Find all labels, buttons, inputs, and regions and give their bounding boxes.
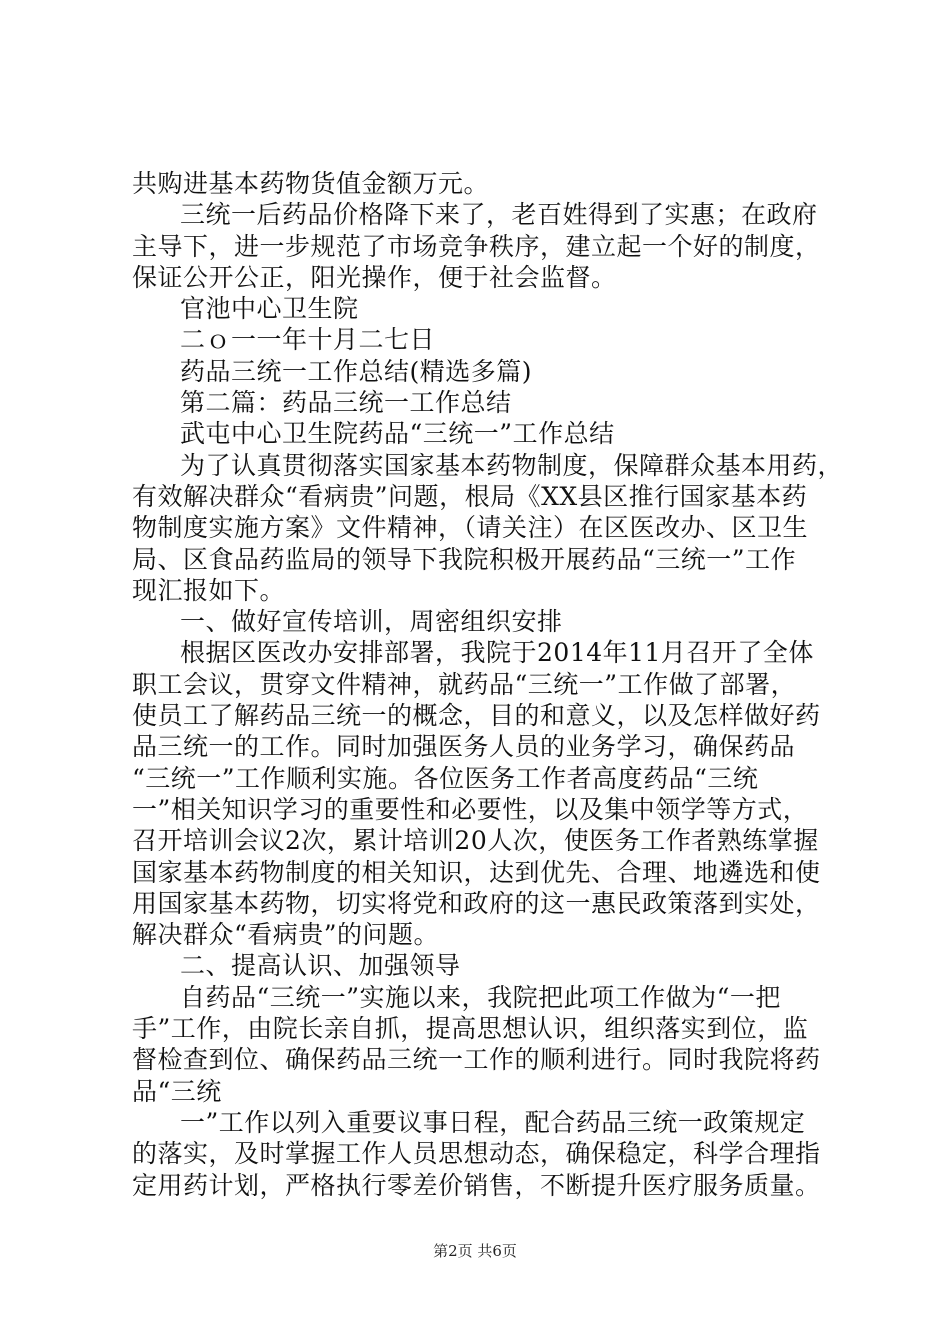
signature-org: 官池中心卫生院: [180, 294, 359, 324]
text-line: 有效解决群众“看病贵”问题，根局《XX县区推行国家基本药: [132, 481, 808, 511]
text-line: 召开培训会议2次，累计培训20人次，使医务工作者熟练掌握: [132, 826, 819, 856]
text-line: 督检查到位、确保药品三统一工作的顺利进行。同时我院将药: [132, 1045, 821, 1075]
text-line: 品“三统: [132, 1076, 222, 1106]
document-body: [132, 168, 844, 1201]
text-line: 主导下，进一步规范了市场竞争秩序，建立起一个好的制度，: [132, 231, 821, 261]
subheading: 一、做好宣传培训，周密组织安排: [180, 607, 563, 637]
text-line: 局、区食品药监局的领导下我院积极开展药品“三统一”工作: [132, 544, 797, 574]
text-line: 保证公开公正，阳光操作，便于社会监督。: [132, 262, 617, 292]
chapter-heading: 第二篇：药品三统一工作总结: [180, 388, 512, 418]
text-line: 一”相关知识学习的重要性和必要性，以及集中领学等方式，: [132, 794, 809, 824]
subheading: 二、提高认识、加强领导: [180, 951, 461, 981]
text-line: 自药品“三统一”实施以来，我院把此项工作做为“一把: [180, 982, 781, 1012]
text-line: 为了认真贯彻落实国家基本药物制度，保障群众基本用药，: [180, 450, 844, 480]
text-line: 根据区医改办安排部署，我院于2014年11月召开了全体: [180, 638, 814, 668]
text-line: 的落实，及时掌握工作人员思想动态，确保稳定，科学合理指: [132, 1139, 821, 1169]
text-line: 现汇报如下。: [132, 575, 286, 605]
text-line: 品三统一的工作。同时加强医务人员的业务学习，确保药品: [132, 732, 796, 762]
text-line: 职工会议，贯穿文件精神，就药品“三统一”工作做了部署，: [132, 669, 797, 699]
report-title: 武屯中心卫生院药品“三统一”工作总结: [180, 419, 615, 449]
text-line: “三统一”工作顺利实施。各位医务工作者高度药品“三统: [132, 763, 759, 793]
text-line: 定用药计划，严格执行零差价销售，不断提升医疗服务质量。: [132, 1170, 821, 1200]
text-line: 一”工作以列入重要议事日程，配合药品三统一政策规定: [180, 1107, 806, 1137]
text-line: 物制度实施方案》文件精神，（请关注）在区医改办、区卫生: [132, 513, 809, 543]
page-number: 第2页 共6页: [433, 1242, 517, 1260]
text-line: 用国家基本药物，切实将党和政府的这一惠民政策落到实处，: [132, 888, 821, 918]
text-line: 共购进基本药物货值金额万元。: [132, 169, 490, 198]
text-line: 手”工作，由院长亲自抓，提高思想认识，组织落实到位，监: [132, 1014, 809, 1044]
section-title: 药品三统一工作总结(精选多篇): [180, 356, 533, 386]
text-line: 解决群众“看病贵”的问题。: [132, 920, 440, 950]
text-line: 国家基本药物制度的相关知识，达到优先、合理、地遴选和使: [132, 857, 821, 887]
text-line: 三统一后药品价格降下来了，老百姓得到了实惠；在政府: [180, 200, 818, 230]
signature-date: 二ｏ一一年十月二七日: [180, 325, 436, 355]
text-line: 使员工了解药品三统一的概念，目的和意义，以及怎样做好药: [132, 701, 821, 731]
